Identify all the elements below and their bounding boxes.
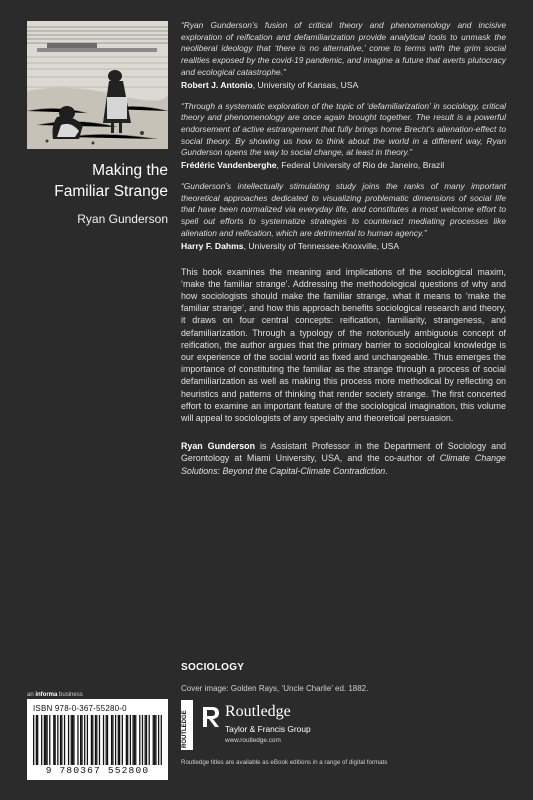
barcode-box xyxy=(27,699,168,780)
book-author: Ryan Gunderson xyxy=(77,212,168,226)
endorser-affiliation-1: , University of Kansas, USA xyxy=(252,79,359,90)
publisher-name: Routledge xyxy=(225,703,291,720)
routledge-r-icon xyxy=(201,705,221,729)
bio-author-name: Ryan Gunderson xyxy=(181,441,256,452)
informa-prefix: an xyxy=(27,692,36,698)
endorsement-attribution-1 xyxy=(181,79,506,91)
endorsement-attribution-3 xyxy=(181,240,506,252)
endorsement-attribution-2 xyxy=(181,159,506,171)
bio-coauthored-book-title: Climate Change Solutions: Beyond the Capital-Climate Contradiction xyxy=(181,453,506,476)
engraving-children-beach xyxy=(27,21,168,149)
endorsement-quote-1: “Ryan Gunderson’s fusion of critical theory and phenomenology and incisive exploration of reification and defamiliarization provide analytical tools to unmask the neoliberal ideology that ‘there is no alternative,’ come to terms with the grim social realities exposed by the covid-19 pandemic, and imagine a future that averts plutocracy and ecological catastrophe.” xyxy=(181,20,506,77)
endorser-affiliation-3: , University of Tennessee-Knoxville, USA xyxy=(243,240,400,251)
book-description: This book examines the meaning and implications of the sociological maxim, ‘make the familiar strange’. Addressing the methodological questions of why and how sociologists should make the familiar strange, what it means to ‘make the familiar strange’, and how this approach benefits sociological research and theory, it draws on four central concepts: reification, familiarity, strangeness, and defamiliarization. Through a typology of the notoriously ambiguous concept of reification, the author argues that the primary barrier to sociological knowledge is our experience of the social world as fixed and unchangeable. Thus emerges the importance of constituting the familiar as the strange through a process of social defamiliarization as well as making this process more methodical by reflecting on heuristics and patterns of thinking that render society strange. The first concerted effort to examine an important feature of the sociological imagination, this volume will appeal to sociologists of any specialty and theoretical persuasion. xyxy=(181,266,506,423)
informa-suffix: business xyxy=(57,692,83,698)
endorsements-and-description xyxy=(181,20,506,477)
publisher-url: www.routledge.com xyxy=(225,737,281,744)
book-title-line-2: Familiar Strange xyxy=(54,183,168,200)
isbn-text: ISBN 978-0-367-55280-0 xyxy=(33,704,127,713)
book-title-line-1: Making the xyxy=(92,162,168,179)
informa-brand: informa xyxy=(35,692,58,698)
endorser-name-3: Harry F. Dahms xyxy=(181,240,244,251)
publisher-tab xyxy=(181,700,193,750)
title-block xyxy=(27,160,168,226)
endorsement-quote-3: “Gunderson’s intellectually stimulating study joins the ranks of many important theoretical approaches dedicated to visualizing problematic dimensions of social life that have been normalized via everyday life, and constitutes a most welcome effort to spell out efforts to systematize strategies to counteract mediating processes like alienation and reification, which are detrimental to human agency.” xyxy=(181,181,506,238)
publisher-group: Taylor & Francis Group xyxy=(225,724,311,734)
endorser-affiliation-2: , Federal University of Rio de Janeiro, Brazil xyxy=(276,160,445,171)
endorser-name-1: Robert J. Antonio xyxy=(181,79,253,90)
barcode-icon xyxy=(33,715,162,765)
informa-business-label xyxy=(27,692,83,698)
endorsement-quote-2: “Through a systematic exploration of the topic of ‘defamiliarization’ in sociology, critical theory and phenomenology are once again brought together. The result is a powerful endorsement of active estrangement that fully brings home Brecht’s alienation-effect to social theory. By showing us how to think about the world in a different way, Ryan Gunderson opens the way to social change, at least in theory.” xyxy=(181,100,506,158)
bio-end: . xyxy=(385,465,388,476)
endorser-name-2: Frédéric Vandenberghe xyxy=(181,160,277,171)
author-bio xyxy=(181,440,506,477)
bio-text: is Assistant Professor in the Department of Sociology and Gerontology at Miami University, USA, and the co-author of xyxy=(181,441,506,464)
publisher-tab-label: ROUTLEDGE xyxy=(182,710,188,748)
cover-image-credit: Cover image: Golden Rays, ‘Uncle Charlie’ ed. 1882. xyxy=(181,684,369,693)
publisher-logo xyxy=(181,700,421,750)
book-title xyxy=(27,160,168,202)
barcode-digits: 9 780367 552800 xyxy=(45,765,150,776)
subject-category: SOCIOLOGY xyxy=(181,662,245,673)
cover-illustration xyxy=(27,21,168,149)
ebook-availability-note: Routledge titles are available as eBook editions in a range of digital formats xyxy=(181,759,388,766)
